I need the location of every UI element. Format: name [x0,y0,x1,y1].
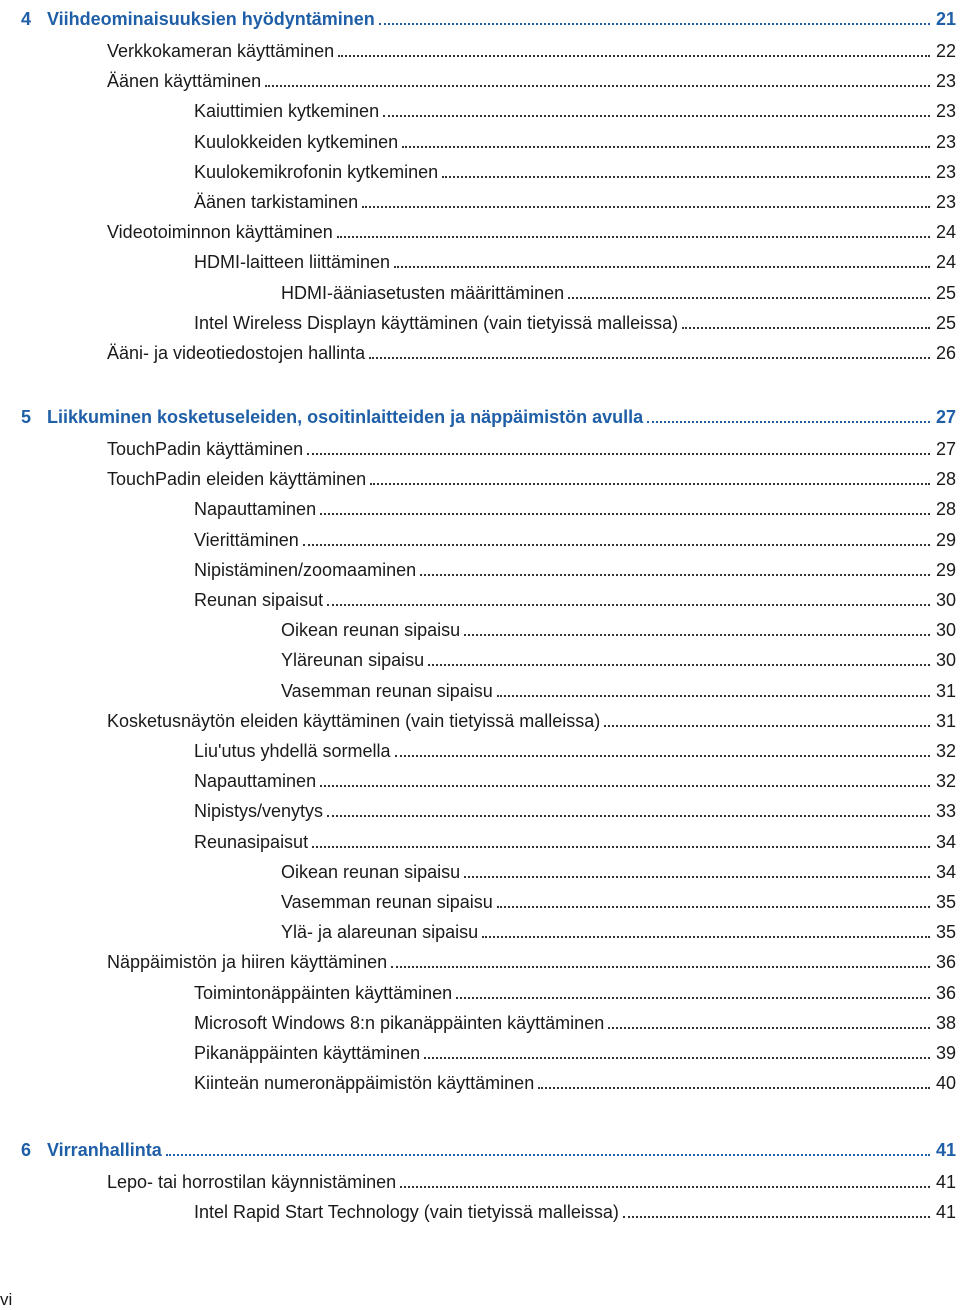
toc-entry[interactable] [194,490,956,520]
entry-page-number: 23 [935,192,956,212]
dot-leader [456,997,930,999]
entry-page-number: 28 [935,499,956,520]
toc-entry[interactable] [194,92,956,122]
toc-entry[interactable] [194,551,956,581]
dot-leader [394,266,930,268]
entry-title: Äänen tarkistaminen [194,192,359,212]
entry-title: Intel Rapid Start Technology (vain tietyissä malleissa) [194,1202,619,1223]
entry-title: Pikanäppäinten käyttäminen [194,1043,421,1063]
entry-title: Ylä- ja alareunan sipaisu [281,922,479,943]
dot-leader [464,876,930,878]
entry-title: Napauttaminen [194,771,317,792]
dot-leader [303,544,930,546]
dot-leader [369,357,930,359]
dot-leader [482,936,930,938]
toc-entry[interactable] [194,1064,956,1094]
chapter-page-number: 21 [935,9,956,29]
entry-title: TouchPadin käyttäminen [107,439,304,459]
chapter-number: 4 [21,9,32,29]
toc-entry[interactable] [194,1193,956,1223]
toc-entry[interactable] [194,183,956,213]
entry-page-number: 30 [935,620,956,641]
entry-page-number: 27 [935,439,956,459]
entry-page-number: 22 [935,41,956,61]
entry-page-number: 26 [935,343,956,363]
dot-leader [538,1087,930,1089]
entry-page-number: 32 [935,771,956,792]
dot-leader [265,85,930,87]
dot-leader [337,236,930,238]
dot-leader [379,23,930,25]
entry-title: Nipistys/venytys [194,801,324,822]
dot-leader [497,906,930,908]
dot-leader [568,297,930,299]
entry-title: Videotoiminnon käyttäminen [107,222,333,243]
toc-entry[interactable] [194,1004,956,1034]
toc-chapter-4[interactable] [21,0,956,30]
entry-title: Näppäimistön ja hiiren käyttäminen [107,952,388,973]
entry-page-number: 36 [935,952,956,973]
dot-leader [320,513,930,515]
entry-title: Vasemman reunan sipaisu [281,892,493,912]
toc-entry[interactable] [107,213,956,243]
entry-title: Reunasipaisut [194,831,309,852]
chapter-number: 6 [21,1140,32,1160]
entry-page-number: 30 [935,650,956,671]
entry-page-number: 35 [935,922,956,943]
entry-title: Reunan sipaisut [194,590,324,610]
toc-entry[interactable] [194,1034,956,1064]
entry-title: Lepo- tai horrostilan käynnistäminen [107,1172,397,1192]
entry-title: Napauttaminen [194,499,317,520]
entry-page-number: 34 [935,861,956,882]
toc-entry[interactable] [281,672,956,702]
dot-leader [402,146,930,148]
toc-entry[interactable] [107,943,956,973]
toc-entry[interactable] [107,460,956,490]
entry-title: Oikean reunan sipaisu [281,861,461,882]
dot-leader [307,453,930,455]
dot-leader [320,785,930,787]
toc-entry[interactable] [194,243,956,273]
entry-title: Ääni- ja videotiedostojen hallinta [107,343,366,363]
chapter-title: Virranhallinta [47,1140,162,1160]
dot-leader [604,725,930,727]
dot-leader [338,55,930,57]
entry-page-number: 24 [935,252,956,273]
entry-page-number: 38 [935,1012,956,1033]
toc-entry[interactable] [194,732,956,762]
page-number: vi [0,1290,13,1309]
toc-entry[interactable] [281,883,956,913]
chapter-title: Liikkuminen kosketuseleiden, osoitinlaitteiden ja näppäimistön avulla [47,407,644,427]
entry-page-number: 25 [935,282,956,303]
entry-title: Verkkokameran käyttäminen [107,41,335,61]
toc-entry[interactable] [281,641,956,671]
toc-chapter-5[interactable] [21,398,956,428]
entry-page-number: 29 [935,529,956,550]
entry-page-number: 41 [935,1202,956,1223]
dot-leader [400,1186,930,1188]
entry-title: Vasemman reunan sipaisu [281,680,493,701]
toc-entry[interactable] [281,853,956,883]
entry-page-number: 23 [935,101,956,122]
toc-entry[interactable] [107,334,956,364]
toc-entry[interactable] [281,913,956,943]
entry-title: TouchPadin eleiden käyttäminen [107,469,367,490]
toc-entry[interactable] [107,702,956,732]
toc-entry[interactable] [194,974,956,1004]
dot-leader [362,206,930,208]
toc-entry[interactable] [107,430,956,460]
dot-leader [327,815,930,817]
entry-page-number: 28 [935,469,956,490]
toc-entry[interactable] [194,153,956,183]
entry-page-number: 23 [935,71,956,92]
entry-title: Äänen käyttäminen [107,71,262,92]
entry-title: Kiinteän numeronäppäimistön käyttäminen [194,1073,535,1094]
dot-leader [682,327,930,329]
toc-entry[interactable] [281,611,956,641]
entry-page-number: 31 [935,680,956,701]
entry-title: Nipistäminen/zoomaaminen [194,559,417,580]
entry-title: Microsoft Windows 8:n pikanäppäinten käyttäminen [194,1012,605,1033]
entry-page-number: 40 [935,1073,956,1094]
entry-title: Kaiuttimien kytkeminen [194,101,380,122]
dot-leader [464,634,930,636]
toc-entry[interactable] [194,521,956,551]
chapter-page-number: 41 [935,1140,956,1160]
entry-page-number: 41 [935,1172,956,1192]
dot-leader [395,755,930,757]
entry-title: Intel Wireless Displayn käyttäminen (vain tietyissä malleissa) [194,312,679,333]
toc-entry[interactable] [194,762,956,792]
entry-page-number: 31 [935,710,956,731]
entry-page-number: 29 [935,559,956,580]
toc-entry[interactable] [194,823,956,853]
entry-page-number: 23 [935,131,956,152]
dot-leader [166,1154,930,1156]
dot-leader [391,966,930,968]
entry-title: Kosketusnäytön eleiden käyttäminen (vain tietyissä malleissa) [107,710,601,731]
entry-page-number: 33 [935,801,956,822]
toc-chapter-6[interactable] [21,1131,956,1161]
dot-leader [442,176,930,178]
entry-page-number: 36 [935,982,956,1003]
toc-entry[interactable] [107,32,956,62]
entry-page-number: 35 [935,892,956,912]
entry-page-number: 39 [935,1043,956,1063]
chapter-number: 5 [21,407,32,427]
dot-leader [420,574,930,576]
entry-page-number: 24 [935,222,956,243]
entry-title: Liu'utus yhdellä sormella [194,741,391,761]
dot-leader [312,846,930,848]
entry-page-number: 30 [935,590,956,610]
entry-title: HDMI-ääniasetusten määrittäminen [281,282,565,303]
dot-leader [327,604,930,606]
dot-leader [383,115,930,117]
chapter-page-number: 27 [935,407,956,427]
toc-entry[interactable] [107,1163,956,1193]
toc-entry[interactable] [281,274,956,304]
entry-title: HDMI-laitteen liittäminen [194,252,391,273]
dot-leader [497,695,930,697]
entry-title: Vierittäminen [194,529,299,550]
entry-title: Oikean reunan sipaisu [281,620,461,641]
dot-leader [647,421,930,423]
entry-page-number: 25 [935,312,956,333]
dot-leader [623,1216,930,1218]
dot-leader [424,1057,930,1059]
toc-entry[interactable] [194,123,956,153]
entry-title: Toimintonäppäinten käyttäminen [194,982,453,1003]
entry-title: Kuulokemikrofonin kytkeminen [194,161,439,182]
entry-page-number: 23 [935,161,956,182]
toc-entry[interactable] [107,62,956,92]
toc-entry[interactable] [194,581,956,611]
entry-page-number: 32 [935,741,956,761]
toc-entry[interactable] [194,304,956,334]
chapter-title: Viihdeominaisuuksien hyödyntäminen [47,9,375,29]
entry-title: Yläreunan sipaisu [281,650,425,671]
entry-title: Kuulokkeiden kytkeminen [194,131,399,152]
dot-leader [370,483,930,485]
dot-leader [428,664,930,666]
toc-entry[interactable] [194,792,956,822]
entry-page-number: 34 [935,831,956,852]
dot-leader [608,1027,930,1029]
